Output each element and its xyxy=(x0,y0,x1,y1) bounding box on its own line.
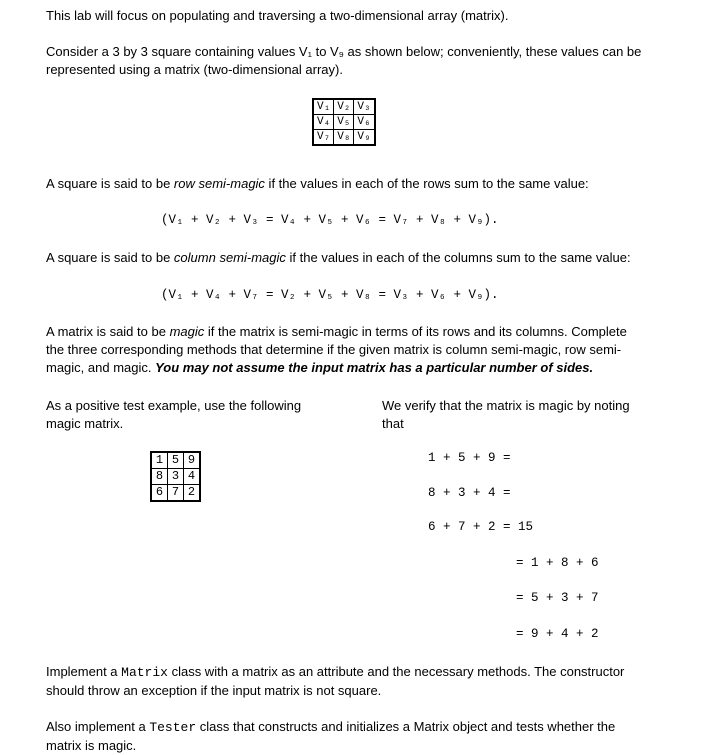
implement-matrix-paragraph xyxy=(46,663,624,700)
consider-paragraph xyxy=(46,43,641,79)
matrix-cell: 7 xyxy=(168,485,184,502)
magic-def-line-3: magic, and magic. You may not assume the input matrix has a particular number of sides. xyxy=(46,360,594,375)
row-sum-2: 8 + 3 + 4 = xyxy=(428,486,511,500)
verify-line-2: that xyxy=(382,416,404,431)
matrix-cell: 5 xyxy=(168,452,184,469)
matrix-cell: 6 xyxy=(151,485,168,502)
col-def-before: A square is said to be xyxy=(46,250,174,265)
tester-line-1: Also implement a Tester class that constructs and initializes a Matrix object and tests whether the xyxy=(46,719,616,735)
row-semi-magic-definition xyxy=(46,175,589,193)
v-cell: V₉ xyxy=(354,130,375,146)
magic-matrix xyxy=(150,451,201,502)
tester-line-2: matrix is magic. xyxy=(46,738,137,753)
v-cell: V₇ xyxy=(313,130,334,146)
magic-definition xyxy=(46,323,676,377)
col-def-after: if the values in each of the columns sum to the same value: xyxy=(285,250,631,265)
positive-test-line-1: As a positive test example, use the following xyxy=(46,398,302,413)
v-cell: V₆ xyxy=(354,115,375,130)
column-semi-magic-definition xyxy=(46,249,631,267)
column-sum-2: = 5 + 3 + 7 xyxy=(516,591,599,605)
positive-test-text xyxy=(46,397,301,433)
implement-tester-paragraph xyxy=(46,718,615,755)
row-def-term: row semi-magic xyxy=(173,176,265,191)
implement-line-1: Implement a Matrix class with a matrix as an attribute and the necessary methods. The constructor xyxy=(46,664,625,680)
positive-test-line-2: magic matrix. xyxy=(46,416,124,431)
v-cell: V₈ xyxy=(334,130,354,146)
matrix-cell: 3 xyxy=(168,469,184,485)
verify-line-1: We verify that the matrix is magic by noting xyxy=(382,398,630,413)
magic-def-line-1: A matrix is said to be magic if the matrix is semi-magic in terms of its rows and its columns. Complete xyxy=(46,324,627,339)
matrix-cell: 4 xyxy=(184,469,201,485)
matrix-cell: 9 xyxy=(184,452,201,469)
tester-class-code: Tester xyxy=(149,720,197,735)
row-sum-3: 6 + 7 + 2 = 15 xyxy=(428,520,534,534)
row-def-before: A square is said to be xyxy=(46,176,174,191)
v-cell: V₁ xyxy=(313,99,334,115)
implement-line-2: should throw an exception if the input matrix is not square. xyxy=(46,683,382,698)
row-equation: (V₁ + V₂ + V₃ = V₄ + V₅ + V₆ = V₇ + V₈ + V₉). xyxy=(161,213,499,227)
v-cell: V₄ xyxy=(313,115,334,130)
matrix-cell: 1 xyxy=(151,452,168,469)
v-cell: V₅ xyxy=(334,115,354,130)
magic-def-line-2: the three corresponding methods that determine if the given matrix is column semi-magic, row semi- xyxy=(46,342,622,357)
matrix-cell: 2 xyxy=(184,485,201,502)
column-equation: (V₁ + V₄ + V₇ = V₂ + V₅ + V₈ = V₃ + V₆ + V₉). xyxy=(161,288,499,302)
column-sum-3: = 9 + 4 + 2 xyxy=(516,627,599,641)
v-grid xyxy=(312,98,376,146)
consider-line-1: Consider a 3 by 3 square containing values V₁ to V₉ as shown below; conveniently, these values can be xyxy=(46,44,642,59)
v-cell: V₂ xyxy=(334,99,354,115)
consider-line-2: represented using a matrix (two-dimensional array). xyxy=(46,62,343,77)
matrix-cell: 8 xyxy=(151,469,168,485)
row-def-after: if the values in each of the rows sum to the same value: xyxy=(264,176,589,191)
matrix-class-code: Matrix xyxy=(121,665,168,680)
column-sum-1: = 1 + 8 + 6 xyxy=(516,556,599,570)
col-def-term: column semi-magic xyxy=(173,250,286,265)
v-cell: V₃ xyxy=(354,99,375,115)
verify-text xyxy=(382,397,630,433)
intro-text: This lab will focus on populating and traversing a two-dimensional array (matrix). xyxy=(46,8,509,23)
row-sum-1: 1 + 5 + 9 = xyxy=(428,451,511,465)
